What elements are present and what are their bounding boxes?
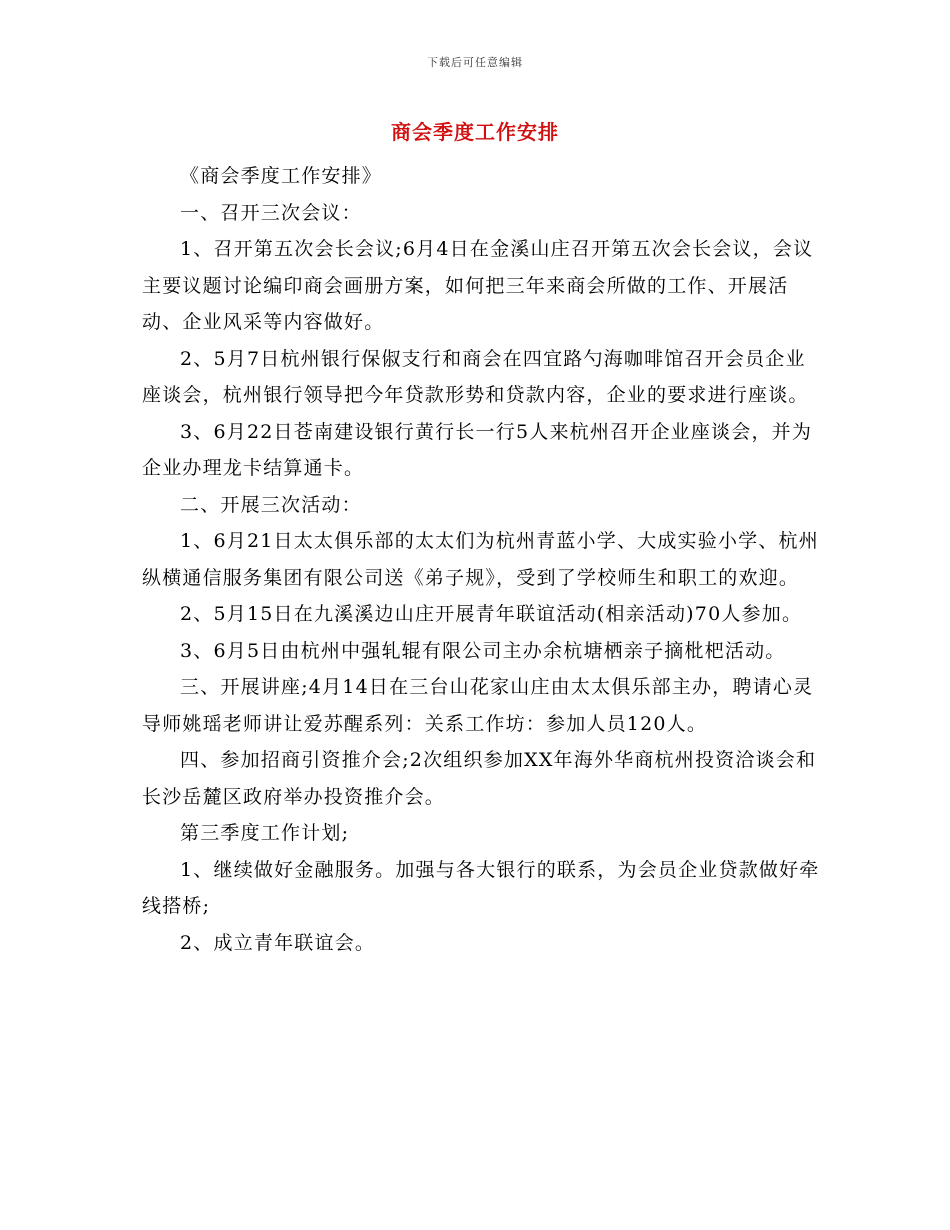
paragraph-intro: 《商会季度工作安排》 <box>180 165 383 187</box>
paragraph-investment: 四、参加招商引资推介会;2次组织参加XX年海外华商杭州投资洽谈会和长沙岳麓区政府举办投资推介会。 <box>142 749 817 808</box>
paragraph: 2、5月15日在九溪溪边山庄开展青年联谊活动(相亲活动)70人参加。 <box>180 603 803 625</box>
paragraph: 1、6月21日太太俱乐部的太太们为杭州青蓝小学、大成实验小学、杭州纵横通信服务集团有限公司送《弟子规》，受到了学校师生和职工的欢迎。 <box>142 530 819 589</box>
header-note: 下载后可任意编辑 <box>427 56 523 69</box>
paragraph: 1、召开第五次会长会议;6月4日在金溪山庄召开第五次会长会议，会议主要议题讨论编印商会画册方案，如何把三年来商会所做的工作、开展活动、企业风采等内容做好。 <box>142 238 814 333</box>
document-body <box>142 158 822 961</box>
paragraph: 3、6月5日由杭州中强轧辊有限公司主办余杭塘栖亲子摘枇杷活动。 <box>180 639 786 662</box>
paragraph-lecture: 三、开展讲座;4月14日在三台山花家山庄由太太俱乐部主办，聘请心灵导师姚瑶老师讲让爱苏醒系列：关系工作坊：参加人员120人。 <box>142 676 814 735</box>
paragraph: 1、继续做好金融服务。加强与各大银行的联系，为会员企业贷款做好牵线搭桥; <box>142 858 820 917</box>
document-title: 商会季度工作安排 <box>391 120 559 144</box>
paragraph: 2、5月7日杭州银行保俶支行和商会在四宜路勺海咖啡馆召开会员企业座谈会，杭州银行领导把今年贷款形势和贷款内容，企业的要求进行座谈。 <box>142 347 809 406</box>
section-heading-meetings: 一、召开三次会议： <box>180 201 362 224</box>
paragraph: 3、6月22日苍南建设银行黄行长一行5人来杭州召开企业座谈会，并为企业办理龙卡结算通卡。 <box>142 420 813 479</box>
section-heading-activities: 二、开展三次活动： <box>180 493 362 516</box>
section-heading-q3-plan: 第三季度工作计划; <box>180 822 350 844</box>
paragraph: 2、成立青年联谊会。 <box>180 931 376 954</box>
